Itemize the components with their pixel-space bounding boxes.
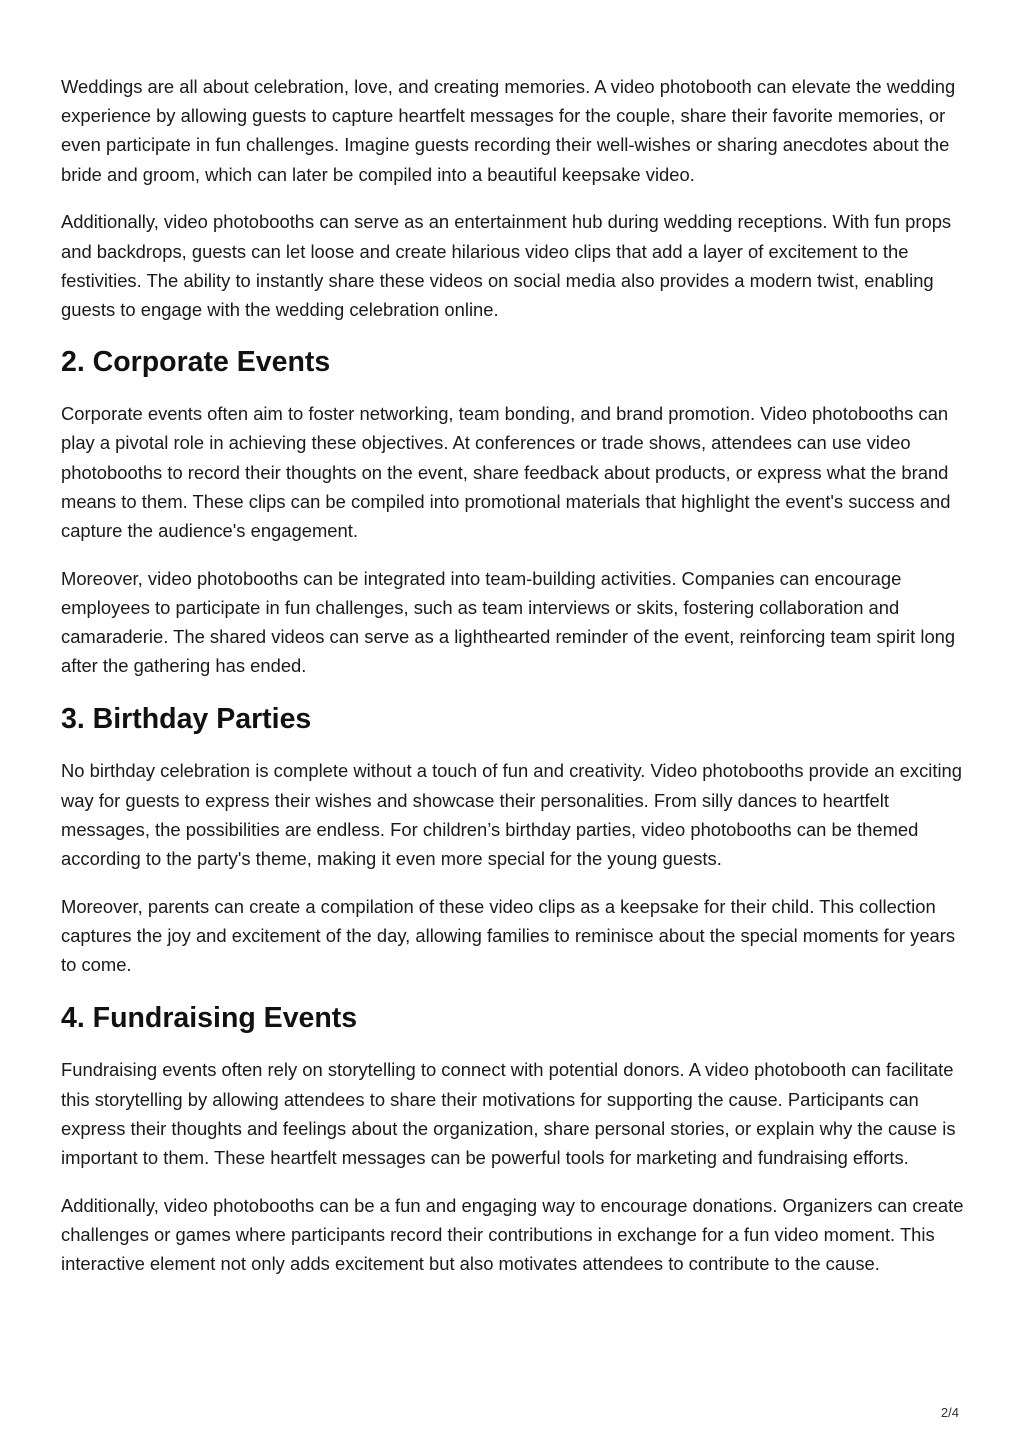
section-heading-birthday-parties: 3. Birthday Parties [61, 703, 312, 736]
paragraph-weddings-intro: Weddings are all about celebration, love, and creating memories. A video photobooth can elevate the wedding experience by allowing guests to capture heartfelt messages for the couple, share their favorite memories, or even participate in fun challenges. Imagine guests recording their well-wishes or sharing anecdotes about the bride and groom, which can later be compiled into a beautiful keepsake video. [61, 76, 956, 185]
page-number: 2/4 [940, 1405, 959, 1420]
section-heading-fundraising-events: 4. Fundraising Events [61, 1002, 358, 1035]
paragraph-birthday-keepsake: Moreover, parents can create a compilation of these video clips as a keepsake for their child. This collection captures the joy and excitement of the day, allowing families to reminisce about the special moments for years to come. [61, 895, 956, 976]
paragraph-weddings-entertainment: Additionally, video photobooths can serve as an entertainment hub during wedding receptions. With fun props and backdrops, guests can let loose and create hilarious video clips that add a layer of excitement to the festivities. The ability to instantly share these videos on social media also provides a modern twist, enabling guests to engage with the wedding celebration online. [61, 211, 952, 320]
paragraph-corporate-intro: Corporate events often aim to foster networking, team bonding, and brand promotion. Video photobooths can play a pivotal role in achieving these objectives. At conferences or trade shows, attendees can use video photobooths to record their thoughts on the event, share feedback about products, or express what the brand means to them. These clips can be compiled into promotional materials that highlight the event's success and capture the audience's engagement. [61, 403, 951, 541]
document-page [61, 72, 966, 1278]
section-heading-corporate-events: 2. Corporate Events [61, 346, 331, 379]
paragraph-fundraising-donations: Additionally, video photobooths can be a fun and engaging way to encourage donations. Organizers can create challenges or games where participants record their contributions in exchange for a fun video moment. This interactive element not only adds excitement but also motivates attendees to contribute to the cause. [61, 1194, 964, 1275]
paragraph-fundraising-intro: Fundraising events often rely on storytelling to connect with potential donors. A video photobooth can facilitate this storytelling by allowing attendees to share their motivations for supporting the cause. Participants can express their thoughts and feelings about the organization, share personal stories, or explain why the cause is important to them. These heartfelt messages can be powerful tools for marketing and fundraising efforts. [61, 1059, 956, 1168]
paragraph-birthday-intro: No birthday celebration is complete without a touch of fun and creativity. Video photobooths provide an exciting way for guests to express their wishes and showcase their personalities. From silly dances to heartfelt messages, the possibilities are endless. For children’s birthday parties, video photobooths can be themed according to the party's theme, making it even more special for the young guests. [61, 760, 963, 870]
paragraph-corporate-team-building: Moreover, video photobooths can be integrated into team-building activities. Companies can encourage employees to participate in fun challenges, such as team interviews or skits, fostering collaboration and camaraderie. The shared videos can serve as a lighthearted reminder of the event, reinforcing team spirit long after the gathering has ended. [61, 567, 956, 677]
